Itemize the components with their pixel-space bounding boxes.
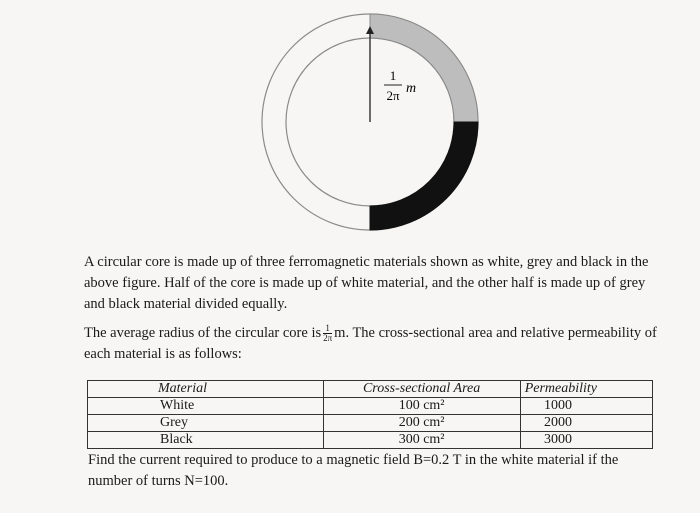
- material-permeability: 1000: [520, 398, 652, 415]
- core-figure: [0, 0, 700, 250]
- material-area: 300 cm²: [323, 432, 520, 449]
- radius-label-numerator: 1: [389, 68, 397, 83]
- radius-label-denominator: 2π: [386, 88, 400, 103]
- material-name: Black: [88, 432, 324, 449]
- problem-description: A circular core is made up of three ferromagnetic materials shown as white, grey and black in the above figure. Half of the core is made up of white material, and the other half is made up of grey and black material divided equally.: [84, 254, 649, 312]
- black-material-segment: [370, 122, 478, 230]
- header-cross-section: Cross-sectional Area: [323, 381, 520, 398]
- table-header-row: [88, 381, 653, 398]
- material-name: White: [88, 398, 324, 415]
- radius-text-before: The average radius of the circular core is: [84, 325, 322, 341]
- material-name: Grey: [88, 415, 324, 432]
- table-row: [88, 415, 653, 432]
- radius-fraction-denominator: 2π: [323, 333, 333, 344]
- material-area: 100 cm²: [323, 398, 520, 415]
- radius-fraction-numerator: 1: [323, 324, 332, 334]
- material-permeability: 3000: [520, 432, 652, 449]
- radius-fraction: [323, 324, 332, 343]
- question-text: Find the current required to produce to a magnetic field B=0.2 T in the white material if the number of turns N=100.: [88, 452, 619, 489]
- header-permeability: Permeability: [520, 381, 652, 398]
- radius-text-after: m. The cross-sectional area and relative permeability of each material is as follows:: [84, 325, 657, 362]
- material-area: 200 cm²: [323, 415, 520, 432]
- table-row: [88, 398, 653, 415]
- radius-label-unit: m: [406, 81, 417, 96]
- header-material: Material: [88, 381, 324, 398]
- materials-table: [87, 380, 653, 449]
- grey-material-segment: [370, 14, 478, 122]
- material-permeability: 2000: [520, 415, 652, 432]
- table-row: [88, 432, 653, 449]
- core-radius-statement: [84, 323, 664, 365]
